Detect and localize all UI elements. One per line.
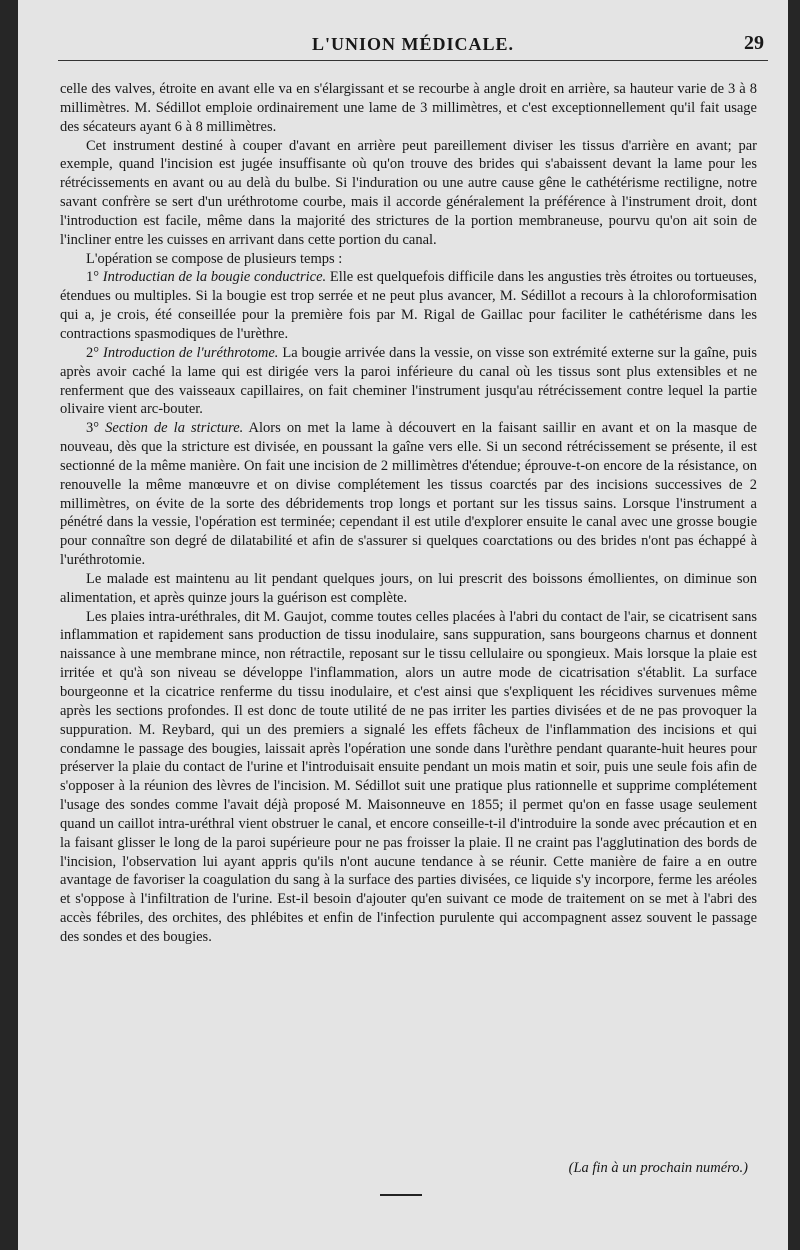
running-header — [58, 30, 768, 61]
paragraph — [60, 570, 757, 608]
continuation-note: (La fin à un prochain numéro.) — [568, 1160, 748, 1176]
paragraph-text: Cet instrument destiné à couper d'avant en arrière peut pareillement diviser les tissus d'arrière en avant; par exemple, quand l'incision est jugée insuffisante où qu'on trouve des brides qui s'abaissent devant la lame pour les rétrécissements en avant ou au delà du bulbe. Si l'induration ou une autre cause gêne le cathétérisme rectiligne, notre savant confrère se sert d'un uréthrotome courbe, mais il accorde généralement la préférence à l'instrument droit, dont l'introduction est facile, même dans la majorité des strictures de la portion membraneuse, pourvu qu'on ait soin de l'incliner entre les cuisses en arrivant dans cette portion du canal. — [60, 137, 757, 248]
paragraph-text: L'opération se compose de plusieurs temps : — [86, 250, 343, 267]
article-body — [60, 80, 757, 947]
page-number: 29 — [744, 32, 764, 54]
paragraph — [60, 80, 757, 137]
section-heading: Introduction de l'uréthrotome. — [102, 344, 279, 361]
paragraph — [60, 250, 757, 269]
paragraph-text: Le malade est maintenu au lit pendant quelques jours, on lui prescrit des boissons émollientes, on diminue son alimentation, et après quinze jours la guérison est complète. — [60, 570, 757, 606]
end-rule — [380, 1194, 422, 1196]
paragraph-text: Alors on met la lame à découvert en la faisant saillir en avant et on la masque de nouveau, dès que la stricture est divisée, en poussant la gaîne vers elle. Si un second rétrécissement se présente, il est sectionné de la même manière. On fait une incision de 2 millimètres d'étendue; éprouve-t-on encore de la résistance, on renouvelle la même manœuvre et on divise complétement les tissus coarctés par des incisions successives de 2 millimètres, on évite de la sorte des débridements trop longs et portant sur les tissus sains. Lorsque l'instrument a pénétré dans la vessie, l'opération est terminée; cependant il est utile d'explorer ensuite le canal avec une grosse bougie pour connaître son degré de dilatabilité et afin de s'assurer si quelques coarctations ou des brides n'ont pas échappé à l'uréthrotomie. — [60, 420, 757, 569]
paragraph-text: 2° — [86, 344, 103, 361]
paragraph-text: 3° — [86, 420, 106, 437]
paragraph-text: 1° — [86, 269, 103, 286]
paragraph-text: Les plaies intra-uréthrales, dit M. Gaujot, comme toutes celles placées à l'abri du contact de l'air, se cicatrisent sans inflammation et rapidement sans production de tissu inodulaire, sans suppuration, sans bourgeons charnus et donnent naissance à une membrane mince, non rétractile, reposant sur le tissu cellulaire ou spongieux. Mais lorsque la plaie est irritée et qu'à son niveau se développe l'inflammation, alors un autre mode de cicatrisation s'établit. La surface bourgeonne et la cicatrice renferme du tissu inodulaire, et c'est ainsi que s'expliquent les récidives survenues même après les sections profondes. Il est donc de toute utilité de ne pas irriter les parties divisées et de ne pas provoquer la suppuration. M. Reybard, qui un des premiers a signalé les effets fâcheux de l'inflammation des incisions et qui condamne le passage des bougies, laissait après l'opération une sonde dans l'urèthre pendant quarante-huit heures pour préserver la plaie du contact de l'urine et l'introduisait ensuite pendant un mois matin et soir, puis une seule fois afin de s'opposer à la réunion des lèvres de l'incision. M. Sédillot suit une pratique plus rationnelle et supprime complétement l'usage des sondes comme l'avait déjà proposé M. Maisonneuve en 1855; il permet qu'on en fasse usage seulement quand un caillot intra-uréthral vient obstruer le canal, et encore conseille-t-il d'introduire la sonde avec précaution et en la faisant glisser le long de la paroi supérieure pour ne pas froisser la plaie. Il ne craint pas l'agglutination des bords de l'incision, l'observation lui ayant appris qu'ils n'ont aucune tendance à se réunir. Cette manière de faire a en outre avantage de favoriser la coagulation du sang à la surface des parties divisées, ce liquide s'y incorpore, ferme les aréoles et s'oppose à l'infiltration de l'urine. Est-il besoin d'ajouter qu'en suivant ce mode de traitement on se met à l'abri des accès fébriles, des orchites, des phlébites et enfin de l'infection purulente qui accompagnent assez souvent le passage des sondes et des bougies. — [60, 608, 757, 945]
section-heading: Section de la stricture. — [105, 420, 244, 437]
journal-title: L'UNION MÉDICALE. — [311, 34, 515, 54]
paragraph-text: La bougie arrivée dans la vessie, on visse son extrémité externe sur la gaîne, puis après avoir caché la lame qui est dirigée vers la paroi inférieure du canal où les tissus sont plus extensibles et ne renferment que des vaisseaux capillaires, on fait cheminer l'instrument jusqu'au rétrécissement contre lequel la partie olivaire vient arc-bouter. — [60, 344, 757, 418]
section-heading: Introductian de la bougie conductrice. — [102, 269, 327, 286]
paragraph — [60, 419, 757, 570]
paragraph-text: Elle est quelquefois difficile dans les angusties très étroites ou tortueuses, étendues ou multiples. Si la bougie est trop serrée et ne peut plus avancer, M. Sédillot a recours à la chloroformisation qui a, je crois, été conseillée pour la première fois par M. Rigal de Gaillac pour faciliter le cathétérisme dans les contractions spasmodiques de l'urèthre. — [60, 269, 757, 342]
paragraph — [60, 137, 757, 250]
paragraph — [60, 344, 757, 419]
paragraph-text: celle des valves, étroite en avant elle va en s'élargissant et se recourbe à angle droit en arrière, sa hauteur varie de 3 à 8 millimètres. M. Sédillot emploie ordinairement une lame de 3 millimètres, et c'est exceptionnellement qu'il fait usage des sécateurs ayant 6 à 8 millimètres. — [60, 81, 757, 135]
paragraph — [60, 268, 757, 343]
paragraph — [60, 608, 757, 947]
book-page — [18, 0, 788, 1250]
